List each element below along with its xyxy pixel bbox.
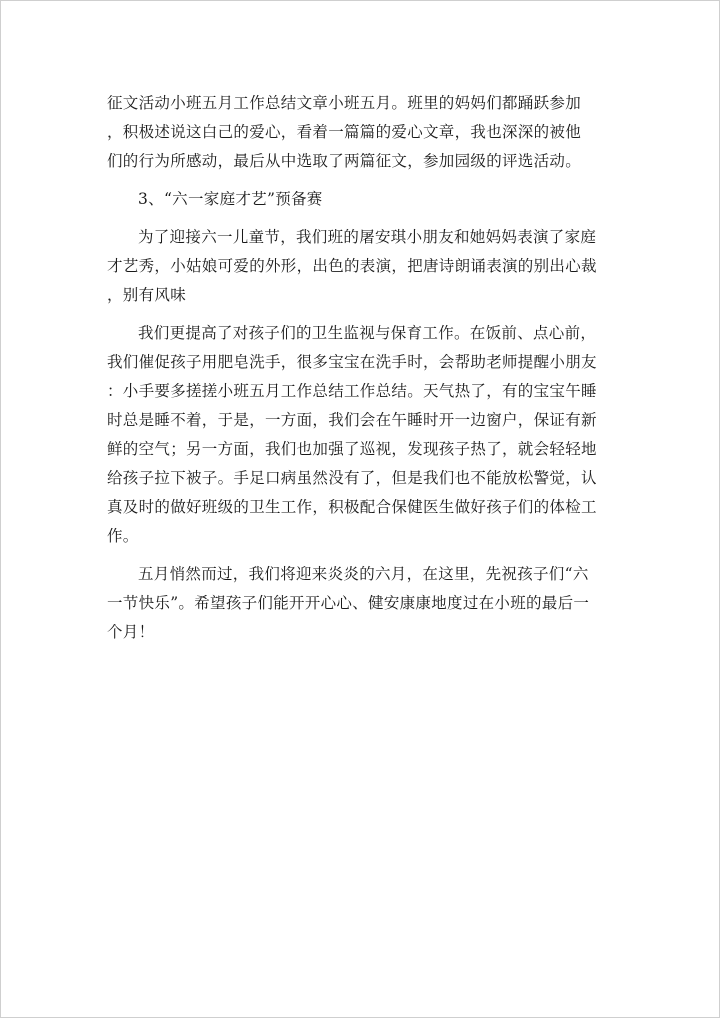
text-line: 我们催促孩子用肥皂洗手，很多宝宝在洗手时，会帮助老师提醒小朋友 — [107, 353, 597, 371]
text-line: 真及时的做好班级的卫生工作，积极配合保健医生做好孩子们的体检工 — [107, 498, 597, 516]
text-line: 个月！ — [107, 623, 155, 641]
text-line: 们的行为所感动，最后从中选取了两篇征文，参加园级的评选活动。 — [107, 152, 582, 170]
section-heading: 3、“六一家庭才艺”预备赛 — [138, 190, 323, 208]
text-line: 鲜的空气；另一方面，我们也加强了巡视，发现孩子热了，就会轻轻地 — [107, 440, 597, 458]
text-line: 五月悄然而过，我们将迎来炎炎的六月，在这里，先祝孩子们“六 — [138, 565, 589, 583]
paragraph-essay-activity — [107, 89, 612, 176]
text-line: 我们更提高了对孩子们的卫生监视与保育工作。在饭前、点心前， — [138, 324, 597, 342]
document-body — [107, 89, 612, 647]
text-line: ：小手要多搓搓小班五月工作总结工作总结。天气热了，有的宝宝午睡 — [107, 382, 597, 400]
text-line: ，别有风味 — [107, 286, 187, 304]
text-line: ，积极述说这白己的爱心，看着一篇篇的爱心文章，我也深深的被他 — [107, 123, 582, 141]
text-line: 时总是睡不着，于是，一方面，我们会在午睡时开一边窗户，保证有新 — [107, 411, 597, 429]
text-line: 征文活动小班五月工作总结文章小班五月。班里的妈妈们都踊跃参加 — [107, 94, 582, 112]
text-line: 给孩子拉下被子。手足口病虽然没有了，但是我们也不能放松警觉，认 — [107, 469, 597, 487]
text-line: 作。 — [107, 527, 139, 545]
text-line: 才艺秀，小姑娘可爱的外形，出色的表演，把唐诗朗诵表演的别出心裁 — [107, 257, 597, 275]
text-line: 一节快乐”。希望孩子们能开开心心、健安康康地度过在小班的最后一 — [107, 594, 590, 612]
text-line: 为了迎接六一儿童节，我们班的屠安琪小朋友和她妈妈表演了家庭 — [138, 228, 597, 246]
paragraph-hygiene-care — [107, 319, 612, 551]
paragraph-closing — [107, 560, 612, 647]
paragraph-talent-show — [107, 223, 612, 310]
